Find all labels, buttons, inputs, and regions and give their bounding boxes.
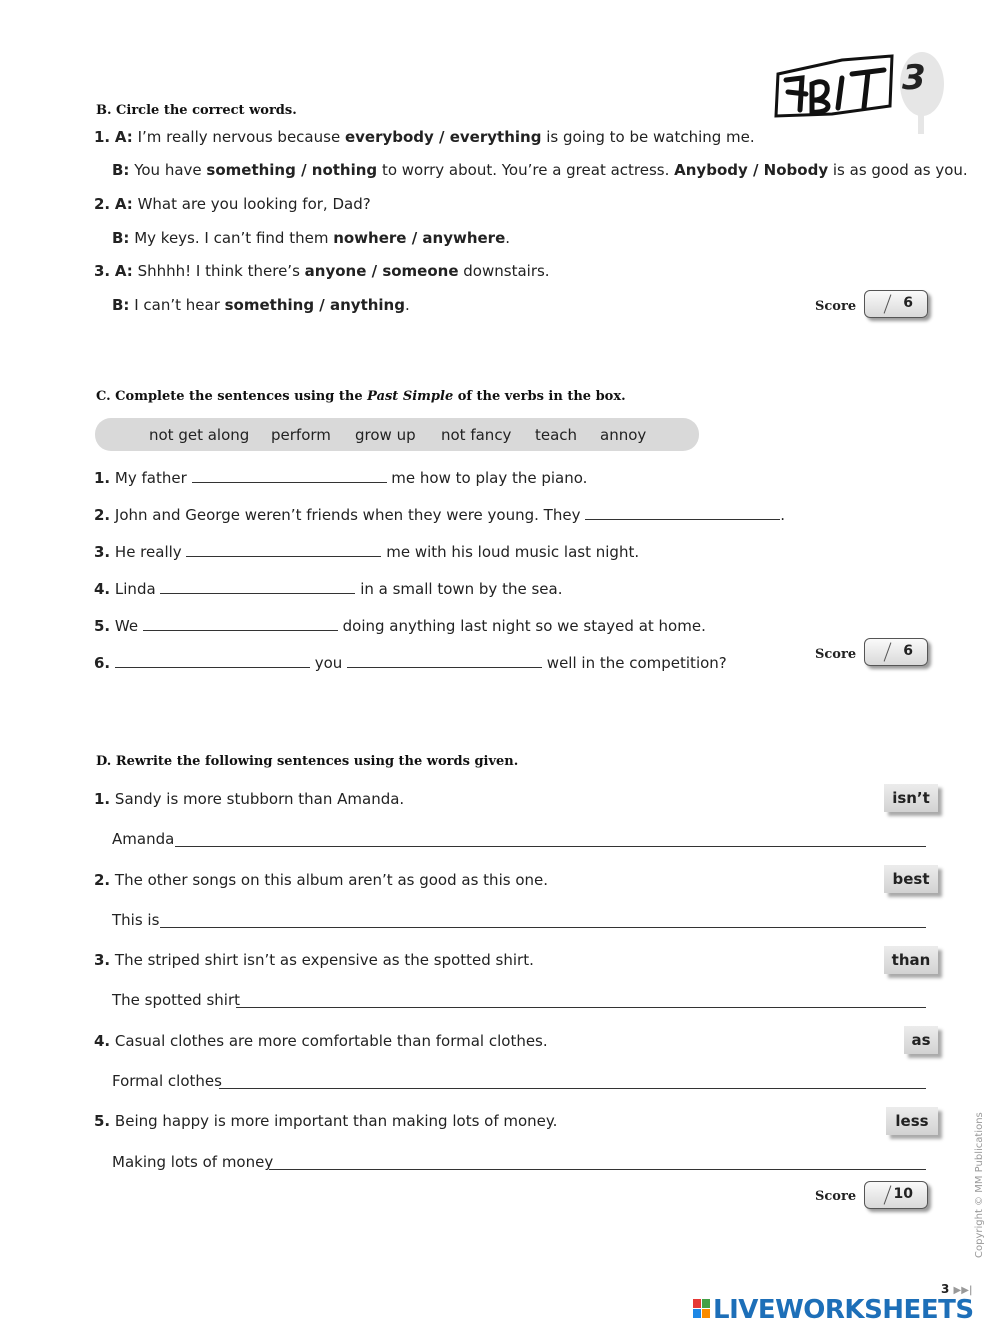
given-word-tag: isn’t xyxy=(884,784,938,812)
section-b-title: B. Circle the correct words. xyxy=(96,103,297,118)
forward-arrows-icon: ▶▶| xyxy=(953,1285,973,1296)
answer-blank[interactable] xyxy=(143,618,338,631)
answer-blank[interactable] xyxy=(186,544,381,557)
word-box-item: not get along xyxy=(149,426,250,444)
d-item-4-sentence: 4. Casual clothes are more comfortable than formal clothes. xyxy=(94,1032,548,1050)
score-box xyxy=(864,1181,928,1209)
level-number: 3 xyxy=(902,58,926,98)
score-label: Score xyxy=(815,1189,857,1204)
answer-blank[interactable] xyxy=(115,655,310,668)
score-total: 6 xyxy=(903,643,913,659)
live-badge-icon xyxy=(693,1299,711,1319)
word-box xyxy=(95,418,699,451)
word-box-item: teach xyxy=(535,426,578,444)
choice-option[interactable]: everybody / everything xyxy=(344,128,542,146)
choice-option[interactable]: anyone / someone xyxy=(304,262,459,280)
copyright-text: Copyright © MM Publications xyxy=(974,1112,985,1258)
logo-text xyxy=(772,44,892,124)
d-item-5-start: Making lots of money xyxy=(112,1153,274,1171)
score-label: Score xyxy=(815,299,857,314)
c-item-3: 3. He really me with his loud music last night. xyxy=(94,543,640,561)
answer-line[interactable] xyxy=(219,1087,926,1089)
section-d-title: D. Rewrite the following sentences using the words given. xyxy=(96,754,519,769)
c-item-2: 2. John and George weren’t friends when they were young. They . xyxy=(94,506,785,524)
choice-option[interactable]: something / anything xyxy=(224,296,405,314)
d-item-3-start: The spotted shirt xyxy=(112,991,240,1009)
page-number: 3 ▶▶| xyxy=(941,1282,973,1296)
word-box-item: not fancy xyxy=(441,426,512,444)
d-item-2-start: This is xyxy=(112,911,160,929)
brand-text: LIVEWORKSHEETS xyxy=(713,1295,974,1325)
b-item-1b: B: You have something / nothing to worry about. You’re a great actress. Anybody / Nobody is as good as you. xyxy=(112,161,968,179)
word-box-item: grow up xyxy=(355,426,416,444)
word-box-item: perform xyxy=(271,426,331,444)
score-box xyxy=(864,290,928,318)
answer-line[interactable] xyxy=(269,1168,926,1170)
score-total: 6 xyxy=(903,295,913,311)
answer-blank[interactable] xyxy=(585,507,780,520)
c-item-1: 1. My father me how to play the piano. xyxy=(94,469,588,487)
given-word-tag: as xyxy=(904,1026,938,1054)
b-item-3b: B: I can’t hear something / anything. xyxy=(112,296,410,314)
b-item-3a: 3. A: Shhhh! I think there’s anyone / someone downstairs. xyxy=(94,262,550,280)
b-item-2a: 2. A: What are you looking for, Dad? xyxy=(94,195,371,213)
d-item-1-sentence: 1. Sandy is more stubborn than Amanda. xyxy=(94,790,405,808)
score-total: 10 xyxy=(893,1186,913,1202)
choice-option[interactable]: nowhere / anywhere xyxy=(333,229,506,247)
answer-blank[interactable] xyxy=(160,581,355,594)
answer-line[interactable] xyxy=(236,1006,926,1008)
c-item-5: 5. We doing anything last night so we stayed at home. xyxy=(94,617,706,635)
score-label: Score xyxy=(815,647,857,662)
choice-option[interactable]: something / nothing xyxy=(206,161,378,179)
section-c-title: C. Complete the sentences using the Past Simple of the verbs in the box. xyxy=(96,389,626,404)
answer-line[interactable] xyxy=(175,845,926,847)
c-item-6: 6. you well in the competition? xyxy=(94,654,727,672)
given-word-tag: less xyxy=(886,1107,938,1135)
score-box xyxy=(864,638,928,666)
b-item-1a: 1. A: I’m really nervous because everybody / everything is going to be watching me. xyxy=(94,128,755,146)
full-blast-logo xyxy=(772,44,947,134)
d-item-4-start: Formal clothes xyxy=(112,1072,222,1090)
b-item-2b: B: My keys. I can’t find them nowhere / anywhere. xyxy=(112,229,511,247)
answer-blank[interactable] xyxy=(347,655,542,668)
choice-option[interactable]: Anybody / Nobody xyxy=(674,161,829,179)
answer-line[interactable] xyxy=(160,926,926,928)
answer-blank[interactable] xyxy=(192,470,387,483)
c-item-4: 4. Linda in a small town by the sea. xyxy=(94,580,563,598)
word-box-item: annoy xyxy=(600,426,647,444)
d-item-2-sentence: 2. The other songs on this album aren’t as good as this one. xyxy=(94,871,548,889)
d-item-5-sentence: 5. Being happy is more important than making lots of money. xyxy=(94,1112,558,1130)
given-word-tag: best xyxy=(884,865,938,893)
given-word-tag: than xyxy=(884,946,938,974)
d-item-1-start: Amanda xyxy=(112,830,175,848)
d-item-3-sentence: 3. The striped shirt isn’t as expensive as the spotted shirt. xyxy=(94,951,534,969)
